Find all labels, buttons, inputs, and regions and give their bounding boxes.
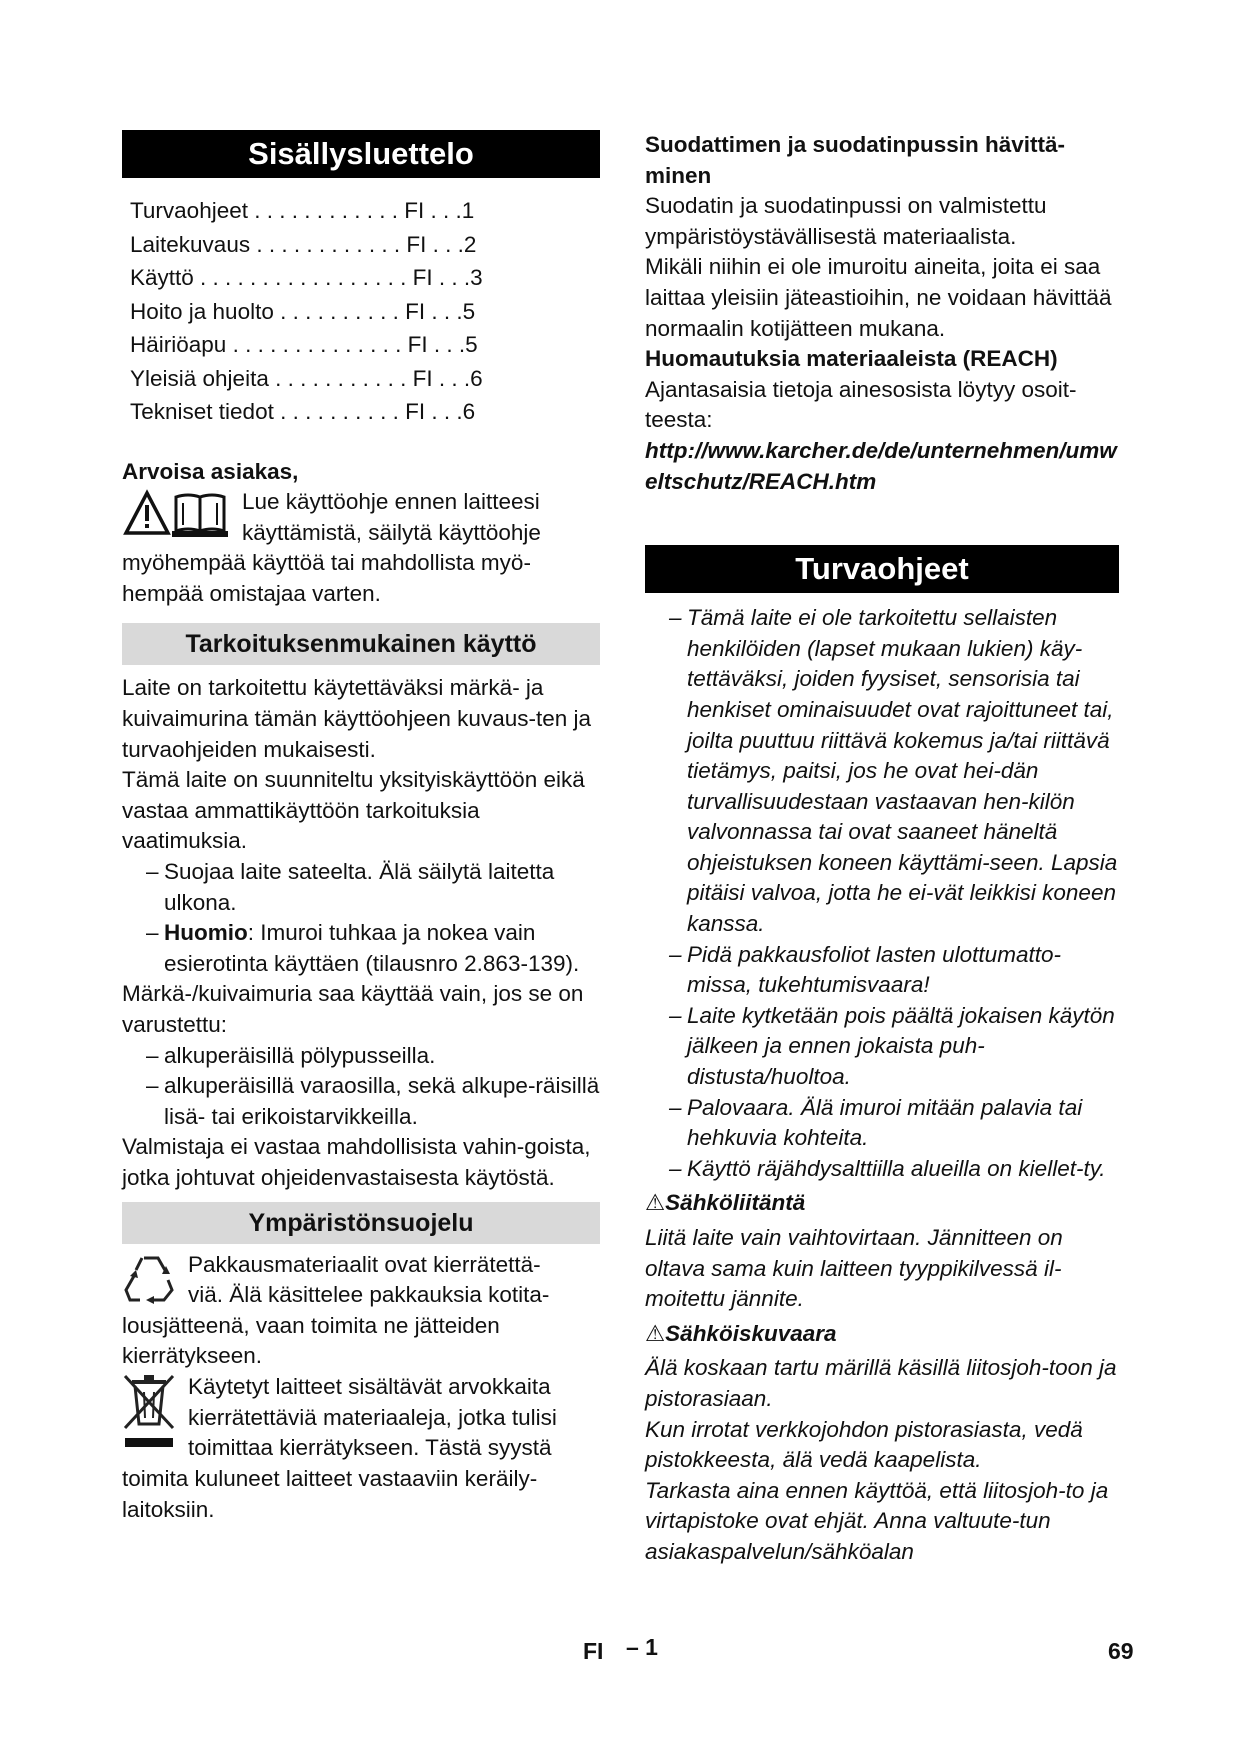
toc-row[interactable]: Laitekuvaus . . . . . . . . . . . . FI . . .2 xyxy=(130,231,477,257)
paragraph: lousjätteenä, vaan toimita ne jätteiden kierrätykseen. xyxy=(122,1312,500,1369)
paragraph: Ajantasaisia tietoja ainesosista löytyy osoit-teesta: xyxy=(645,376,1077,433)
paragraph: Tämä laite on suunniteltu yksityiskäyttöön eikä vastaa ammattikäyttöön tarkoituksia vaatimuksia. xyxy=(122,767,585,854)
list-item: – Suojaa laite sateelta. Älä säilytä laitetta ulkona. xyxy=(146,859,555,915)
paragraph: Käytetyt laitteet sisältävät arvokkaita xyxy=(188,1373,551,1399)
crossed-bin-icon xyxy=(122,1372,188,1464)
list-item: – Huomio: Imuroi tuhkaa ja nokea vain esierotinta käyttäen (tilausnro 2.863-139). xyxy=(146,920,580,976)
toc-row[interactable]: Turvaohjeet . . . . . . . . . . . . FI . . .1 xyxy=(130,198,475,223)
section-heading: Turvaohjeet xyxy=(645,545,1119,593)
warning-icon: ⚠ xyxy=(645,1320,666,1346)
warning-manual-icon xyxy=(122,487,242,547)
paragraph: viä. Älä käsittelee pakkauksia kotita- xyxy=(188,1282,550,1308)
left-column xyxy=(122,130,600,1525)
recycle-icon xyxy=(122,1250,188,1310)
paragraph: Laite on tarkoitettu käytettäväksi märkä- ja kuivaimurina tämän käyttöohjeen kuvaus-ten ja turvaohjeiden mukaisesti. xyxy=(122,675,592,762)
subheading: ⚠Sähköliitäntä xyxy=(645,1190,806,1216)
footer-lang: FI xyxy=(583,1638,604,1664)
section-heading: Ympäristönsuojelu xyxy=(122,1202,600,1244)
paragraph: toimita kuluneet laitteet vastaaviin keräily-laitoksiin. xyxy=(122,1465,538,1522)
toc-row[interactable]: Yleisiä ohjeita . . . . . . . . . . . FI . . .6 xyxy=(130,365,483,391)
warning-icon: ⚠ xyxy=(645,1190,666,1216)
recycling-row xyxy=(122,1250,600,1311)
section-heading: Huomautuksia materiaaleista (REACH) xyxy=(645,346,1058,372)
list-item: – Käyttö räjähdysalttiilla alueilla on kiellet-ty. xyxy=(669,1155,1106,1181)
table-of-contents xyxy=(130,194,600,429)
page-number: 69 xyxy=(1108,1638,1134,1664)
paragraph: Märkä-/kuivaimuria saa käyttää vain, jos se on varustettu: xyxy=(122,981,584,1037)
section-heading: Tarkoituksenmukainen käyttö xyxy=(122,623,600,665)
paragraph: Älä koskaan tartu märillä käsillä liitosjoh-toon ja pistorasiaan. xyxy=(645,1355,1117,1411)
paragraph: Suodatin ja suodatinpussi on valmistettu ympäristöystävällisestä materiaalista. xyxy=(645,193,1047,249)
list-item: – alkuperäisillä pölypusseilla. xyxy=(146,1042,436,1068)
toc-row[interactable]: Häiriöapu . . . . . . . . . . . . . . FI . . .5 xyxy=(130,332,478,357)
toc-row[interactable]: Hoito ja huolto . . . . . . . . . . FI . . .5 xyxy=(130,298,476,324)
greeting-title: Arvoisa asiakas, xyxy=(122,458,299,484)
section-heading: Suodattimen ja suodatinpussin hävittä-minen xyxy=(645,132,1066,188)
paragraph: kierrätettäviä materiaaleja, jotka tulisi xyxy=(188,1404,557,1430)
greeting-text: Lue käyttöohje ennen laitteesi xyxy=(242,489,540,515)
footer-subpage: – 1 xyxy=(626,1634,658,1660)
paragraph: Valmistaja ei vastaa mahdollisista vahin-goista, jotka johtuvat ohjeidenvastaisesta käytöstä. xyxy=(122,1134,591,1190)
paragraph: toimittaa kierrätykseen. Tästä syystä xyxy=(188,1435,552,1461)
list-item: – alkuperäisillä varaosilla, sekä alkupe-räisillä lisä- tai erikoistarvikkeilla. xyxy=(146,1073,600,1129)
paragraph: Liitä laite vain vaihtovirtaan. Jännitteen on oltava sama kuin laitteen tyyppikilvessä il-moitettu jännite. xyxy=(645,1225,1063,1312)
greeting-row xyxy=(122,487,600,548)
greeting-text: myöhempää käyttöä tai mahdollista myö-hempää omistajaa varten. xyxy=(122,550,531,606)
list-item: – Laite kytketään pois päältä jokaisen käytön jälkeen ja ennen jokaista puh-distusta/huoltoa. xyxy=(669,1002,1115,1090)
paragraph: Pakkausmateriaalit ovat kierrätettä- xyxy=(188,1251,541,1277)
list-item: – Pidä pakkausfoliot lasten ulottumatto-missa, tukehtumisvaara! xyxy=(669,941,1061,998)
toc-row[interactable]: Käyttö . . . . . . . . . . . . . . . . . FI . . .3 xyxy=(130,265,483,290)
paragraph: Kun irrotat verkkojohdon pistorasiasta, vedä pistokkeesta, älä vedä kaapelista. xyxy=(645,1416,1083,1473)
greeting-text: käyttämistä, säilytä käyttöohje xyxy=(242,519,541,545)
right-column xyxy=(645,130,1119,1568)
weee-row xyxy=(122,1372,600,1464)
paragraph: Tarkasta aina ennen käyttöä, että liitosjoh-to ja virtapistoke ovat ehjät. Anna valtuute-tun asiakaspalvelun/sähköalan xyxy=(645,1477,1109,1564)
list-item: – Tämä laite ei ole tarkoitettu sellaisten henkilöiden (lapset mukaan lukien) käy-tettäväksi, joiden fyysiset, sensorisia tai henkiset ominaisuudet ovat rajoittuneet tai, joilta puuttuu riittävä kokemus ja/tai riittävä tietämys, paitsi, jos he ovat hei-dän turvallisuudestaan vastaavan hen-kilön valvonnassa tai ovat saaneet häneltä ohjeistuksen koneen käyttämi-seen. Lapsia pitäisi valvoa, jotta he ei-vät leikkisi koneen kanssa. xyxy=(669,605,1118,937)
toc-row[interactable]: Tekniset tiedot . . . . . . . . . . FI . . .6 xyxy=(130,399,476,424)
paragraph: Mikäli niihin ei ole imuroitu aineita, joita ei saa laittaa yleisiin jäteastioihin, ne voidaan hävittää normaalin kotijätteen mukana. xyxy=(645,254,1112,341)
subheading: ⚠Sähköiskuvaara xyxy=(645,1320,837,1346)
list-item: – Palovaara. Älä imuroi mitään palavia tai hehkuvia kohteita. xyxy=(669,1094,1083,1151)
reach-link[interactable]: http://www.karcher.de/de/unternehmen/umweltschutz/REACH.htm xyxy=(645,437,1117,494)
toc-title: Sisällysluettelo xyxy=(122,130,600,178)
